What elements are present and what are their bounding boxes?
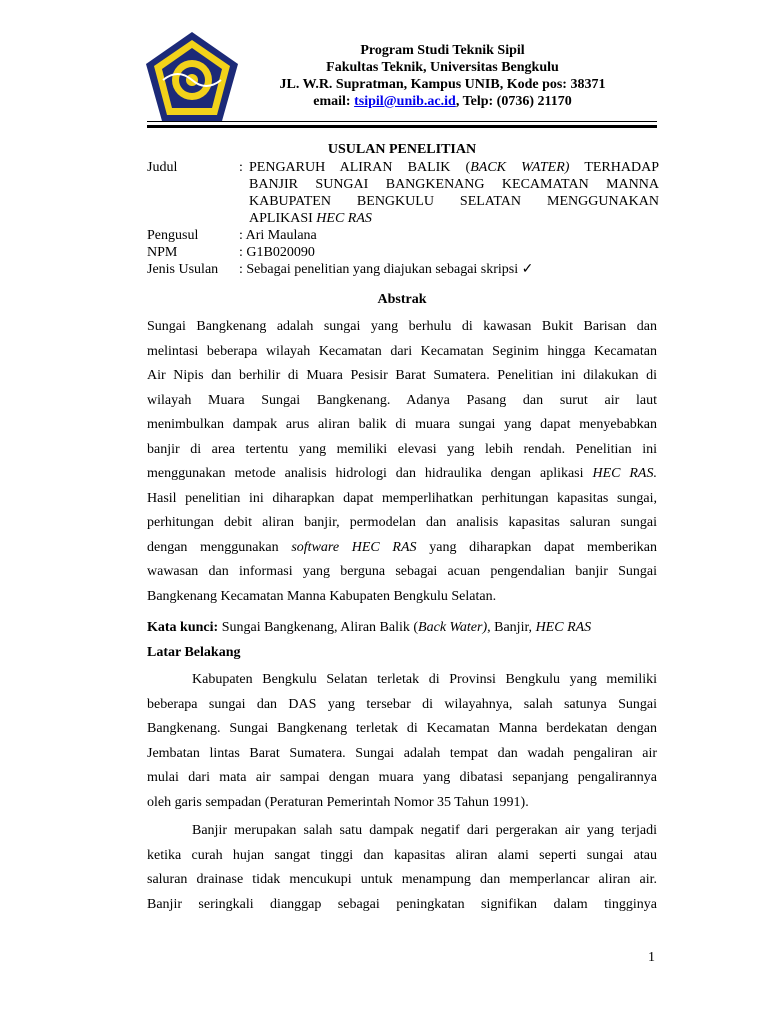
abstrak-line: Bangkenang Kecamatan Manna Kabupaten Bengkulu Selatan.: [147, 588, 497, 604]
abstrak-line: banjir di area tertentu yang memiliki elevasi yang lebih rendah. Penelitian ini: [147, 441, 657, 457]
latar-line: Bangkenang. Sungai Bangkenang terletak di Kecamatan Manna berdekatan dengan: [147, 721, 657, 736]
abstrak-line: melintasi beberapa wilayah Kecamatan dari Kecamatan Seginim hingga Kecamatan: [147, 343, 657, 359]
keywords-text: , Banjir,: [487, 620, 536, 635]
latar-line: Jembatan lintas Barat Sumatera. Sungai adalah tempat dan wadah pengaliran air: [147, 745, 657, 761]
abstrak-title: Abstrak: [377, 292, 427, 307]
latar-line: Kabupaten Bengkulu Selatan terletak di Provinsi Bengkulu yang memiliki: [192, 672, 657, 687]
phone-text: , Telp: (0736) 21170: [455, 94, 572, 109]
pengusul-label: Pengusul: [147, 228, 199, 243]
latar-line: beberapa sungai dan DAS yang tersebar di wilayahnya, salah satunya Sungai: [147, 696, 657, 712]
latar-line: ketika curah hujan sangat tinggi dan kapasitas aliran alami seperti sungai atau: [147, 847, 657, 863]
header-contact: [250, 93, 635, 110]
latar-line: Banjir seringkali dianggap sebagai peningkatan signifikan dalam tingginya: [147, 896, 657, 912]
judul-value: [249, 159, 659, 227]
latar-line: Banjir merupakan salah satu dampak negatif dari pergerakan air yang terjadi: [192, 823, 657, 838]
jenis-value: : Sebagai penelitian yang diajukan sebagai skripsi ✓: [239, 262, 534, 277]
email-prefix: email:: [313, 94, 355, 109]
abstrak-line: wawasan dan informasi yang berguna sebagai acuan pengendalian banjir Sungai: [147, 564, 657, 579]
npm-label: NPM: [147, 245, 178, 260]
letterhead: [250, 42, 635, 110]
latar-paragraph-1: [147, 668, 657, 815]
abstrak-line: Air Nipis dan berhilir di Muara Pesisir Barat Sumatera. Penelitian ini dilakukan di: [147, 368, 657, 383]
judul-line-2: BANJIR SUNGAI BANGKENANG KECAMATAN MANNA: [249, 177, 659, 192]
keywords-italic: HEC RAS: [535, 620, 592, 635]
document-title: USULAN PENELITIAN: [327, 142, 477, 157]
abstrak-text: menggunakan metode analisis hidrologi dan hidraulika dengan aplikasi: [147, 466, 593, 481]
judul-line-3: KABUPATEN BENGKULU SELATAN MENGGUNAKAN: [249, 194, 659, 209]
abstrak-line: menimbulkan dampak arus aliran balik di muara sungai yang dapat menyebabkan: [147, 417, 657, 432]
judul-text-1b: BACK WATER): [470, 160, 570, 175]
abstrak-line: wilayah Muara Sungai Bangkenang. Adanya Pasang dan surut air laut: [147, 392, 657, 408]
judul-text-1c: TERHADAP: [569, 160, 659, 175]
email-link[interactable]: tsipil@unib.ac.id: [354, 94, 456, 109]
abstrak-line: perhitungan debit aliran banjir, permodelan dan analisis kapasitas saluran sungai: [147, 515, 657, 530]
judul-text-4b: HEC RAS: [316, 211, 372, 226]
latar-line: oleh garis sempadan (Peraturan Pemerintah Nomor 35 Tahun 1991).: [147, 794, 529, 810]
header-address: JL. W.R. Supratman, Kampus UNIB, Kode pos: 38371: [279, 77, 606, 92]
keywords-text: Sungai Bangkenang, Aliran Balik (: [218, 620, 419, 635]
latar-paragraph-2: [147, 819, 657, 917]
judul-label: Judul: [147, 160, 178, 175]
page-number: 1: [648, 950, 655, 965]
pengusul-value: : Ari Maulana: [239, 228, 317, 243]
header-faculty: Fakultas Teknik, Universitas Bengkulu: [326, 60, 559, 75]
latar-title: Latar Belakang: [147, 645, 241, 660]
abstrak-line: Hasil penelitian ini diharapkan dapat memperlihatkan perhitungan kapasitas sungai,: [147, 490, 657, 506]
abstrak-line: Sungai Bangkenang adalah sungai yang berhulu di kawasan Bukit Barisan dan: [147, 319, 657, 334]
keywords-italic: Back Water): [418, 620, 488, 635]
abstrak-line: [147, 536, 657, 561]
header-rule-thin: [147, 121, 657, 122]
judul-text-1a: PENGARUH ALIRAN BALIK (: [249, 160, 471, 175]
header-program: Program Studi Teknik Sipil: [360, 43, 525, 58]
npm-value: : G1B020090: [239, 245, 315, 260]
abstrak-line: [147, 462, 657, 487]
abstrak-body: [147, 315, 657, 609]
abstrak-text: dengan menggunakan: [147, 539, 292, 555]
judul-line-4: [249, 210, 659, 227]
university-logo: [143, 30, 241, 124]
latar-line: saluran drainase tidak mencukupi untuk menampung dan memperlancar aliran air.: [147, 872, 657, 887]
abstrak-text: yang diharapkan dapat memberikan: [416, 539, 658, 555]
abstrak-italic: software HEC RAS: [291, 539, 417, 555]
keywords: [147, 620, 591, 636]
keywords-label: Kata kunci:: [147, 620, 219, 635]
judul-colon: :: [239, 160, 243, 175]
jenis-label: Jenis Usulan: [147, 262, 219, 277]
judul-text-4a: APLIKASI: [249, 211, 317, 226]
latar-line: mulai dari mata air sampai dengan muara yang dibatasi sepanjang pengalirannya: [147, 770, 657, 785]
judul-line-1: [249, 159, 659, 176]
header-rule-thick: [147, 125, 657, 128]
abstrak-italic: HEC RAS.: [592, 466, 657, 481]
